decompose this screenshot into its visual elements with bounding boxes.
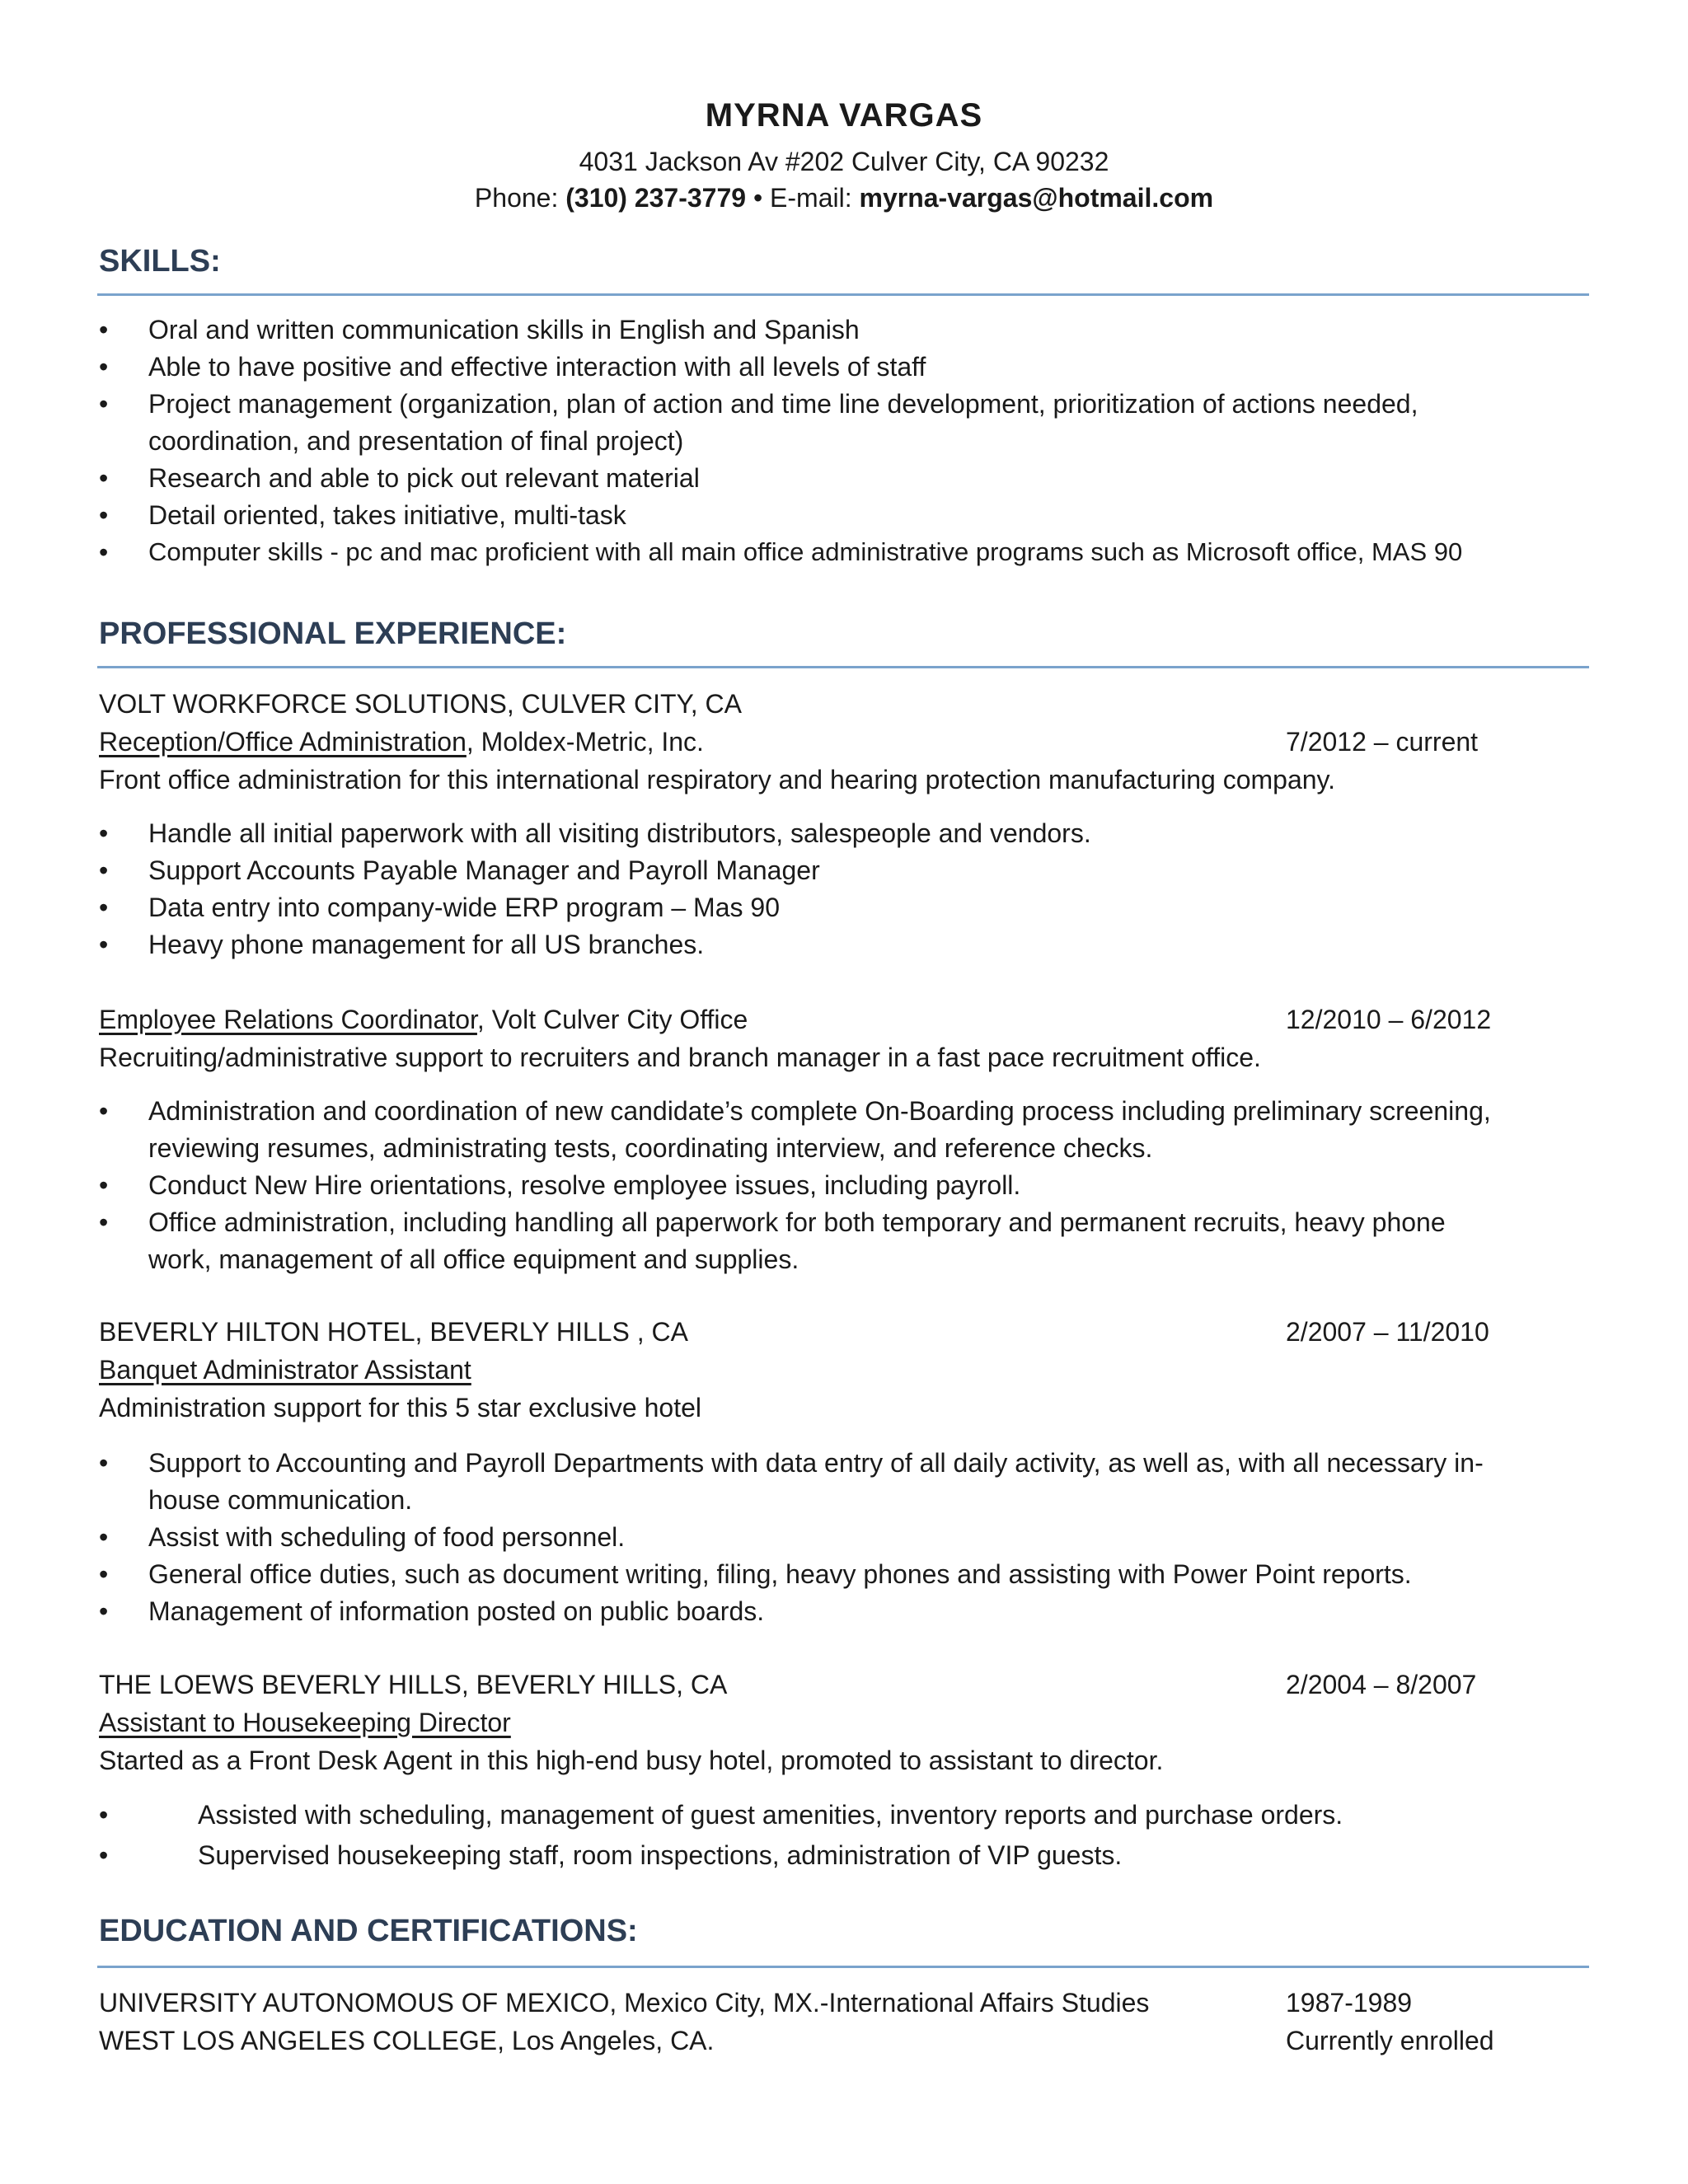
bullet: •: [99, 1207, 109, 1237]
bullet: •: [99, 537, 109, 567]
job3-dates: 2/2007 – 11/2010: [1286, 1317, 1489, 1347]
bullet: •: [99, 1559, 109, 1589]
job3-employer: BEVERLY HILTON HOTEL, BEVERLY HILLS , CA: [99, 1317, 688, 1347]
candidate-address: 4031 Jackson Av #202 Culver City, CA 90232: [579, 147, 1109, 176]
job4-bullet: Supervised housekeeping staff, room inspections, administration of VIP guests.: [198, 1840, 1123, 1870]
job2-bullet-continuation: work, management of all office equipment and supplies.: [148, 1244, 799, 1274]
job1-employer: VOLT WORKFORCE SOLUTIONS, CULVER CITY, CA: [99, 689, 742, 719]
bullet: •: [99, 1522, 109, 1552]
job2-title-suffix: , Volt Culver City Office: [476, 1005, 748, 1034]
section-heading-skills: SKILLS:: [99, 244, 221, 279]
skill-item: Computer skills - pc and mac proficient with all main office administrative programs such as Microsoft office, MAS 90: [148, 537, 1463, 566]
skill-item: Oral and written communication skills in English and Spanish: [148, 315, 860, 344]
bullet: •: [99, 463, 109, 493]
job2-bullet: Administration and coordination of new candidate’s complete On-Boarding process including preliminary screening,: [148, 1096, 1491, 1126]
phone-label: Phone:: [474, 183, 566, 213]
job1-title-suffix: , Moldex-Metric, Inc.: [466, 727, 704, 757]
job3-bullet: Support to Accounting and Payroll Departments with data entry of all daily activity, as well as, with all necessary in-: [148, 1448, 1484, 1478]
job3-bullet: Assist with scheduling of food personnel.: [148, 1522, 626, 1552]
section-rule: [97, 293, 1589, 296]
education-item-school: WEST LOS ANGELES COLLEGE, Los Angeles, CA.: [99, 2026, 715, 2055]
section-heading-education: EDUCATION AND CERTIFICATIONS:: [99, 1914, 638, 1948]
job4-employer: THE LOEWS BEVERLY HILLS, BEVERLY HILLS, CA: [99, 1670, 728, 1699]
section-heading-experience: PROFESSIONAL EXPERIENCE:: [99, 616, 567, 651]
education-item-dates: Currently enrolled: [1286, 2026, 1494, 2055]
job2-title-line: [99, 1005, 748, 1035]
bullet: •: [99, 1448, 109, 1478]
job4-title-line: [99, 1708, 511, 1738]
job3-bullet-continuation: house communication.: [148, 1485, 413, 1515]
job1-summary: Front office administration for this international respiratory and hearing protection manufacturing company.: [99, 765, 1336, 794]
education-item-dates: 1987-1989: [1286, 1988, 1413, 2018]
job1-bullet: Support Accounts Payable Manager and Payroll Manager: [148, 855, 820, 885]
candidate-name: MYRNA VARGAS: [705, 97, 983, 134]
job1-title: Reception/Office Administration: [99, 727, 467, 757]
bullet: •: [99, 1170, 109, 1200]
job1-dates: 7/2012 – current: [1286, 727, 1479, 757]
job3-bullet: Management of information posted on public boards.: [148, 1596, 765, 1626]
job3-bullet: General office duties, such as document writing, filing, heavy phones and assisting with Power Point reports.: [148, 1559, 1412, 1589]
job1-bullet: Heavy phone management for all US branches.: [148, 930, 705, 959]
bullet: •: [99, 500, 109, 530]
job2-bullet: Conduct New Hire orientations, resolve employee issues, including payroll.: [148, 1170, 1021, 1200]
bullet: •: [99, 893, 109, 922]
job2-title: Employee Relations Coordinator: [99, 1005, 477, 1034]
section-rule: [97, 666, 1589, 668]
skill-item: Able to have positive and effective interaction with all levels of staff: [148, 352, 926, 382]
email-address: myrna-vargas@hotmail.com: [859, 183, 1214, 213]
education-item-school: UNIVERSITY AUTONOMOUS OF MEXICO, Mexico City, MX.-International Affairs Studies: [99, 1988, 1150, 2018]
job3-title-line: [99, 1355, 471, 1385]
bullet: •: [99, 818, 109, 848]
job4-title: Assistant to Housekeeping Director: [99, 1708, 511, 1737]
skill-item: Research and able to pick out relevant material: [148, 463, 700, 493]
job4-summary: Started as a Front Desk Agent in this high-end busy hotel, promoted to assistant to director.: [99, 1746, 1164, 1775]
bullet: •: [99, 1840, 109, 1870]
job1-bullet: Data entry into company-wide ERP program – Mas 90: [148, 893, 780, 922]
section-rule: [97, 1966, 1589, 1968]
phone-number: (310) 237-3779: [565, 183, 747, 213]
job2-bullet: Office administration, including handling all paperwork for both temporary and permanent recruits, heavy phone: [148, 1207, 1446, 1237]
job2-dates: 12/2010 – 6/2012: [1286, 1005, 1492, 1034]
job2-summary: Recruiting/administrative support to recruiters and branch manager in a fast pace recruitment office.: [99, 1043, 1261, 1072]
job2-bullet-continuation: reviewing resumes, administrating tests, coordinating interview, and reference checks.: [148, 1133, 1153, 1163]
skill-item: Detail oriented, takes initiative, multi-task: [148, 500, 626, 530]
bullet: •: [99, 389, 109, 419]
bullet: •: [99, 930, 109, 959]
job1-title-line: [99, 727, 704, 757]
job1-bullet: Handle all initial paperwork with all visiting distributors, salespeople and vendors.: [148, 818, 1091, 848]
job3-title: Banquet Administrator Assistant: [99, 1355, 471, 1385]
job3-summary: Administration support for this 5 star exclusive hotel: [99, 1393, 701, 1422]
job4-dates: 2/2004 – 8/2007: [1286, 1670, 1477, 1699]
bullet: •: [99, 1096, 109, 1126]
email-label: • E-mail:: [746, 183, 860, 213]
bullet: •: [99, 1800, 109, 1830]
skill-item-continuation: coordination, and presentation of final project): [148, 426, 684, 456]
job4-bullet: Assisted with scheduling, management of guest amenities, inventory reports and purchase orders.: [198, 1800, 1343, 1830]
contact-line: [0, 183, 1688, 213]
bullet: •: [99, 352, 109, 382]
bullet: •: [99, 315, 109, 344]
bullet: •: [99, 1596, 109, 1626]
skill-item: Project management (organization, plan of action and time line development, prioritization of actions needed,: [148, 389, 1418, 419]
bullet: •: [99, 855, 109, 885]
